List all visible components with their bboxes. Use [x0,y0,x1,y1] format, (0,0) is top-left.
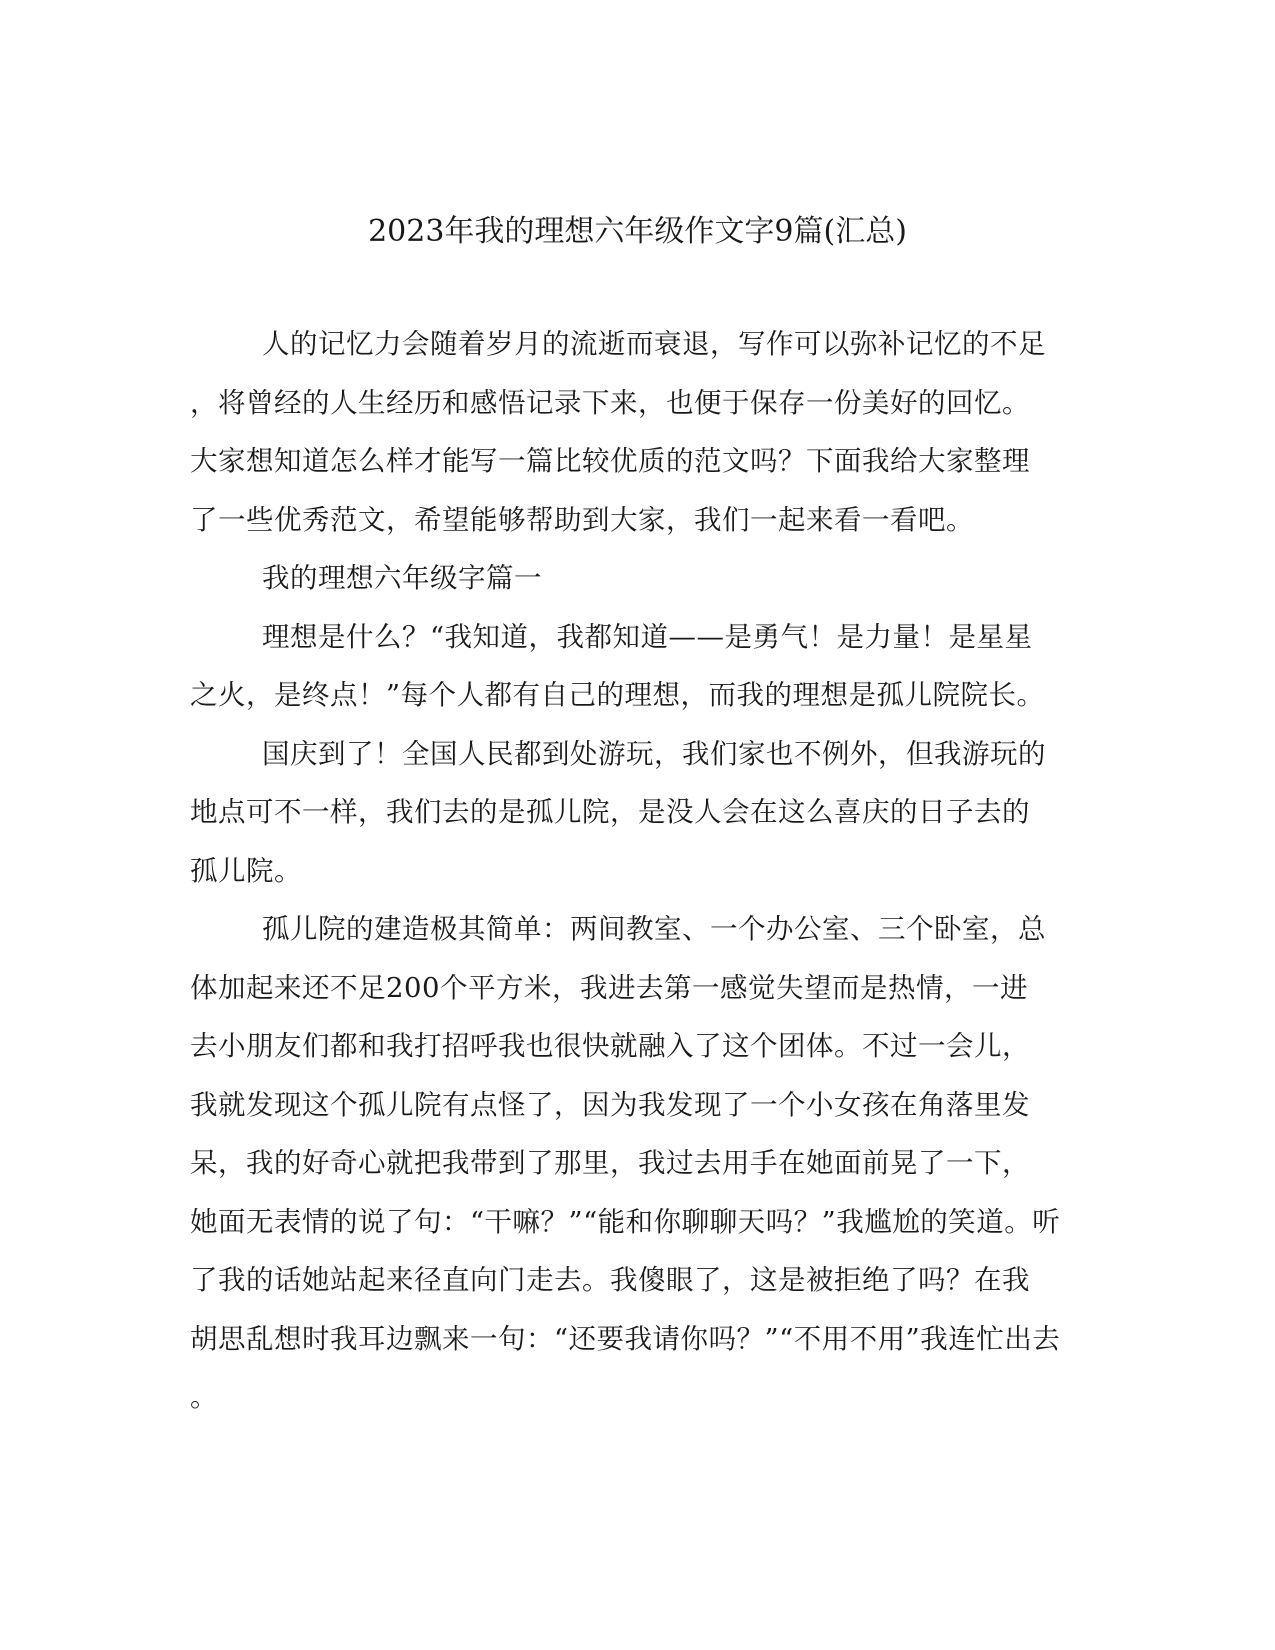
text-line: 孤儿院的建造极其简单：两间教室、一个办公室、三个卧室，总 [262,913,1046,945]
text-line: 她面无表情的说了句：“干嘛？”“能和你聊聊天吗？”我尴尬的笑道。听 [190,1206,1061,1238]
text-line: 大家想知道怎么样才能写一篇比较优质的范文吗？下面我给大家整理 [190,445,1030,477]
text-line: 呆，我的好奇心就把我带到了那里，我过去用手在她面前晃了一下， [190,1147,1030,1179]
text-line: 体加起来还不足200个平方米，我进去第一感觉失望而是热情，一进 [190,972,1028,1004]
text-line: 国庆到了！全国人民都到处游玩，我们家也不例外，但我游玩的 [262,738,1046,770]
text-line: 去小朋友们都和我打招呼我也很快就融入了这个团体。不过一会儿， [190,1030,1030,1062]
document-title: 2023年我的理想六年级作文字9篇(汇总) [368,214,907,249]
text-line: 我就发现这个孤儿院有点怪了，因为我发现了一个小女孩在角落里发 [190,1089,1030,1121]
section-heading: 我的理想六年级字篇一 [262,562,542,594]
text-line: 之火，是终点！”每个人都有自己的理想，而我的理想是孤儿院院长。 [190,679,1045,711]
text-line: ，将曾经的人生经历和感悟记录下来，也便于保存一份美好的回忆。 [190,387,1030,419]
text-line: 了我的话她站起来径直向门走去。我傻眼了，这是被拒绝了吗？在我 [190,1264,1030,1296]
text-line: 理想是什么？“我知道，我都知道——是勇气！是力量！是星星 [262,621,1033,653]
text-line: 人的记忆力会随着岁月的流逝而衰退，写作可以弥补记忆的不足 [262,328,1046,360]
text-line: 地点可不一样，我们去的是孤儿院，是没人会在这么喜庆的日子去的 [190,796,1030,828]
text-line: 孤儿院。 [190,855,302,887]
text-line: 。 [190,1381,218,1413]
text-line: 了一些优秀范文，希望能够帮助到大家，我们一起来看一看吧。 [190,504,974,536]
text-line: 胡思乱想时我耳边飘来一句：“还要我请你吗？”“不用不用”我连忙出去 [190,1323,1061,1355]
